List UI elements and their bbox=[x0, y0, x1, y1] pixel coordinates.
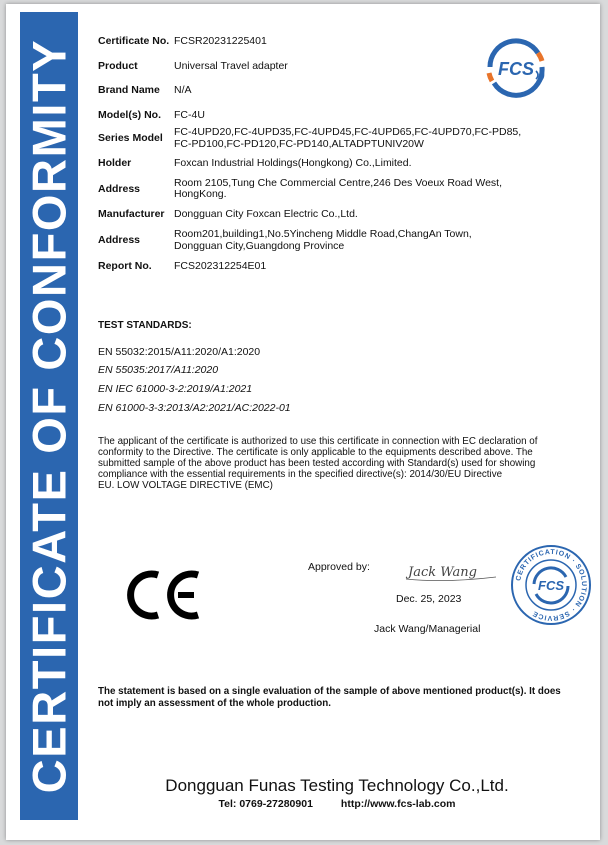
website-link: http://www.fcs-lab.com bbox=[340, 798, 456, 810]
standard-item: EN 55035:2017/A11:2020 bbox=[98, 364, 219, 376]
detail-value: N/A bbox=[174, 84, 192, 96]
company-name: Dongguan Funas Testing Technology Co.,Ltd. bbox=[165, 776, 509, 795]
standard-item: EN IEC 61000-3-2:2019/A1:2021 bbox=[98, 383, 253, 395]
signer-name: Jack Wang/Managerial bbox=[374, 623, 481, 635]
stamp-ring-text: CERTIFICATION · SOLUTION · SERVICE bbox=[515, 548, 588, 622]
ce-mark-icon bbox=[122, 566, 202, 624]
detail-value: Dongguan City Foxcan Electric Co.,Ltd. bbox=[174, 207, 358, 220]
detail-row bbox=[98, 127, 568, 150]
detail-row bbox=[98, 229, 568, 252]
detail-label: Address bbox=[98, 234, 141, 246]
detail-value: FCSR20231225401 bbox=[174, 35, 267, 47]
detail-label: Holder bbox=[98, 157, 132, 169]
approval-date: Dec. 25, 2023 bbox=[396, 593, 462, 605]
approved-label: Approved by: bbox=[308, 561, 370, 573]
detail-label: Address bbox=[98, 182, 141, 195]
certificate-sidebar bbox=[20, 12, 78, 820]
detail-row bbox=[98, 158, 568, 170]
detail-label: Model(s) No. bbox=[98, 108, 161, 121]
detail-value: Foxcan Industrial Holdings(Hongkong) Co.,Limited. bbox=[174, 157, 412, 169]
detail-label: Series Model bbox=[98, 132, 163, 144]
detail-row bbox=[98, 261, 568, 273]
detail-row bbox=[98, 178, 568, 201]
signature-text: Jack Wang bbox=[408, 565, 477, 580]
standard-item: EN 55032:2015/A11:2020/A1:2020 bbox=[98, 346, 261, 358]
statement: The statement is based on a single evaluation of the sample of above mentioned product(s). It does not imply an assessment of the whole production. bbox=[98, 686, 561, 709]
detail-label: Brand Name bbox=[98, 84, 160, 96]
contact-line bbox=[92, 798, 582, 810]
fcs-logo-icon bbox=[480, 37, 552, 99]
detail-row bbox=[98, 110, 568, 122]
sidebar-title: CERTIFICATE OF CONFORMITY bbox=[22, 38, 76, 794]
detail-label: Product bbox=[98, 59, 138, 72]
signature bbox=[400, 557, 500, 585]
standard-item: EN 61000-3-3:2013/A2:2021/AC:2022-01 bbox=[98, 402, 291, 414]
test-standards-title: TEST STANDARDS: bbox=[98, 320, 192, 331]
detail-value: Room 2105,Tung Che Commercial Centre,246 Des Voeux Road West, HongKong. bbox=[174, 176, 502, 200]
logo-text: FCS bbox=[498, 59, 534, 79]
detail-value: FC-4UPD20,FC-4UPD35,FC-4UPD45,FC-4UPD65,FC-4UPD70,FC-PD85, FC-PD100,FC-PD120,FC-PD140,ALTADPTUNIV20W bbox=[174, 126, 522, 150]
detail-value: Universal Travel adapter bbox=[174, 59, 288, 72]
detail-value: Room201,building1,No.5Yincheng Middle Road,ChangAn Town, Dongguan City,Guangdong Province bbox=[174, 228, 472, 252]
detail-value: FCS202312254E01 bbox=[174, 260, 267, 272]
detail-value: FC-4U bbox=[174, 108, 205, 121]
certification-stamp-icon bbox=[510, 544, 592, 626]
stamp-center-text: FCS bbox=[538, 578, 564, 593]
detail-label: Manufacturer bbox=[98, 207, 165, 220]
telephone: Tel: 0769-27280901 bbox=[218, 798, 313, 810]
authorization-paragraph: The applicant of the certificate is authorized to use this certificate in connection with EC declaration of conformity to the Directive. The certificate is only applicable to the equipments described above. The submitted sample of the above product has been tested according with Standard(s) used for showing compliance with the essential requirements in the specified directive(s): 2014/30/EU Directive EU. LOW VOLTAGE DIRECTIVE (EMC) bbox=[98, 436, 538, 491]
detail-row bbox=[98, 209, 568, 221]
detail-label: Report No. bbox=[98, 260, 152, 272]
detail-label: Certificate No. bbox=[98, 35, 170, 47]
